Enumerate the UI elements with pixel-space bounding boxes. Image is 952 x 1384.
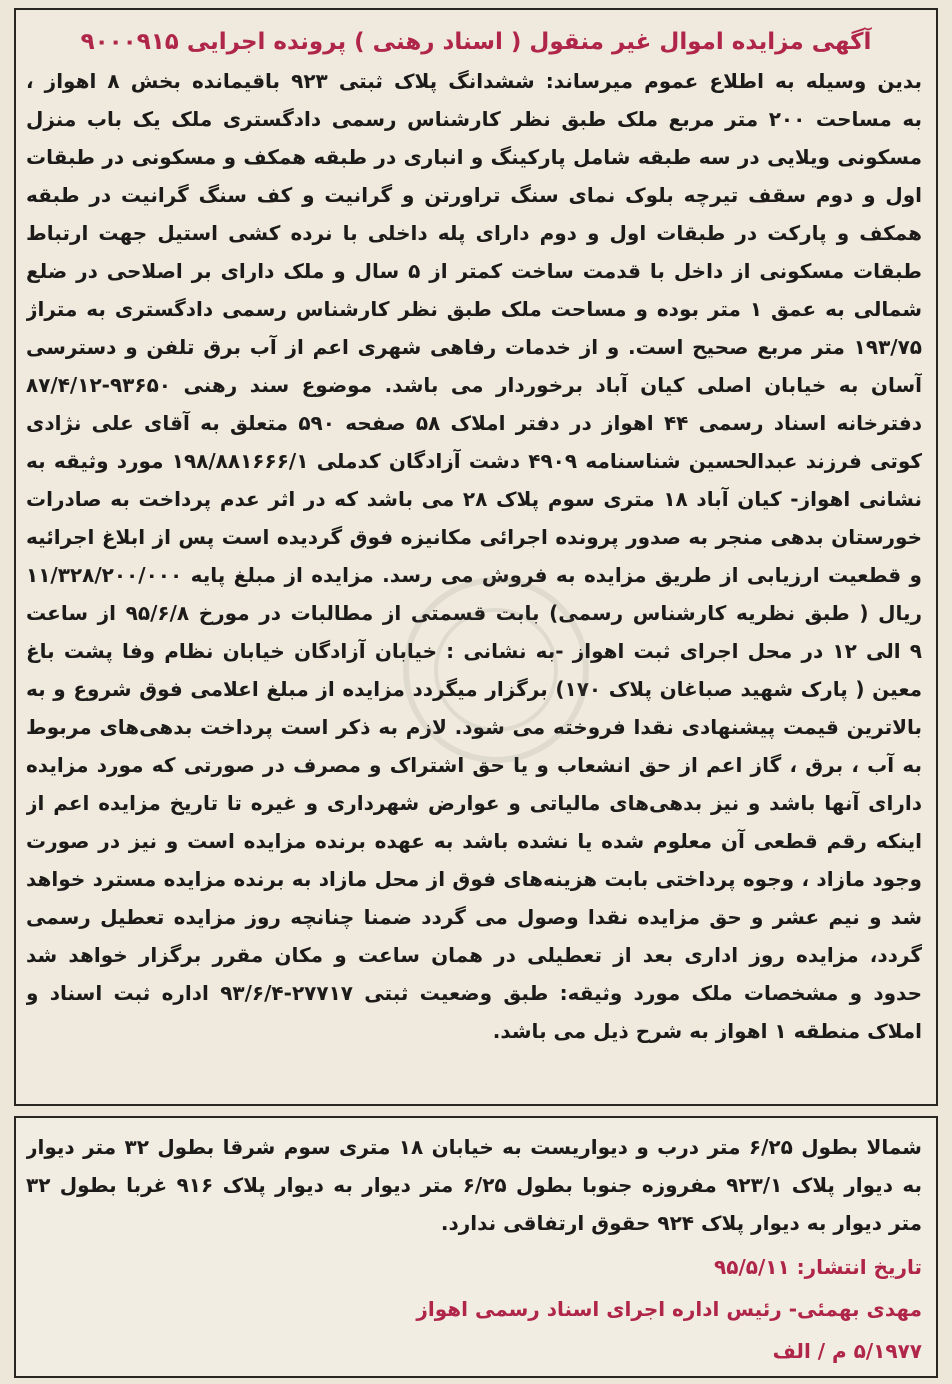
boundary-line: متر دیوار به دیوار پلاک ۹۲۴ حقوق ارتفاقی ندارد. — [440, 1211, 922, 1235]
body-line: ریال ( طبق نظریه کارشناس رسمی) بابت قسمتی از مطالبات در مورخ ۹۵/۶/۸ از ساعت — [26, 601, 922, 625]
publish-date: تاریخ انتشار: ۹۵/۵/۱۱ — [714, 1255, 922, 1279]
body-line: کوتی فرزند عبدالحسین شناسنامه ۴۹۰۹ دشت آزادگان کدملی ۱۹۸/۸۸۱۶۶۶/۱ مورد وثیقه به — [26, 449, 922, 473]
body-line: آسان به خیابان اصلی کیان آباد برخوردار می باشد. موضوع سند رهنی ۹۳۶۵۰-۸۷/۴/۱۲ — [26, 373, 922, 397]
body-line: اینکه رقم قطعی آن معلوم شده یا نشده باشد به عهده برنده مزایده است و نیز در صورت — [26, 829, 922, 853]
body-line: وجود مازاد ، وجوه پرداختی بابت هزینه‌های فوق از محل مازاد به برنده مزایده مسترد خواهد — [26, 867, 922, 891]
watermark-seal-icon — [396, 570, 596, 770]
body-line: شمالی به عمق ۱ متر بوده و مساحت ملک طبق نظر کارشناس رسمی دادگستری به متراژ — [26, 297, 922, 321]
body-line: ۱۹۳/۷۵ متر مربع صحیح است. و از خدمات رفاهی شهری اعم از آب برق تلفن و دسترسی — [26, 335, 922, 359]
body-line: نشانی اهواز- کیان آباد ۱۸ متری سوم پلاک ۲۸ می باشد که در اثر عدم پرداخت به صادرات — [26, 487, 922, 511]
notice-main-box — [14, 8, 938, 1106]
boundary-line: به دیوار پلاک ۹۲۳/۱ مفروزه جنوبا بطول ۶/۲۵ متر دیوار به دیوار پلاک ۹۱۶ غربا بطول ۳۲ — [26, 1173, 922, 1197]
notice-title: آگهی مزایده اموال غیر منقول ( اسناد رهنی ) پرونده اجرایی ۹۰۰۰۹۱۵ — [80, 29, 872, 55]
boundaries-box — [14, 1116, 938, 1378]
body-line: همکف و پارکت در طبقات اول و دوم دارای پله داخلی با نرده کشی استیل جهت ارتباط — [26, 221, 922, 245]
body-line: مسکونی ویلایی در سه طبقه شامل پارکینگ و انباری در طبقه همکف و مسکونی در طبقات — [26, 145, 922, 169]
body-line: به آب ، برق ، گاز اعم از حق انشعاب و یا حق اشتراک و مصرف در صورتی که مورد مزایده — [26, 753, 922, 777]
reference-code: ۵/۱۹۷۷ م / الف — [772, 1339, 922, 1363]
body-line: ۹ الی ۱۲ در محل اجرای ثبت اهواز -به نشانی : خیابان آزادگان خیابان نظام وفا پشت باغ — [26, 639, 922, 663]
body-line: گردد، مزایده روز اداری بعد از تعطیلی در همان ساعت و مکان مقرر برگزار خواهد شد — [26, 943, 922, 967]
body-line: اول و دوم سقف تیرچه بلوک نمای سنگ تراورتن و گرانیت و کف سنگ گرانیت در طبقه — [26, 183, 922, 207]
body-line: دفترخانه اسناد رسمی ۴۴ اهواز در دفتر املاک ۵۸ صفحه ۵۹۰ متعلق به آقای علی نژادی — [26, 411, 922, 435]
body-line: طبقات مسکونی از داخل با قدمت ساخت کمتر از ۵ سال و ملک دارای بر اصلاحی در ضلع — [26, 259, 922, 283]
body-line: حدود و مشخصات ملک مورد وثیقه: طبق وضعیت ثبتی ۲۷۷۱۷-۹۳/۶/۴ اداره ثبت اسناد و — [26, 981, 922, 1005]
signatory: مهدی بهمئی- رئیس اداره اجرای اسناد رسمی اهواز — [416, 1297, 922, 1321]
body-line: به مساحت ۲۰۰ متر مربع ملک طبق نظر کارشناس رسمی دادگستری ملک یک باب منزل — [26, 107, 922, 131]
body-line: شد و نیم عشر و حق مزایده نقدا وصول می گردد ضمنا چنانچه روز مزایده تعطیل رسمی — [26, 905, 922, 929]
boundary-line: شمالا بطول ۶/۲۵ متر درب و دیواریست به خیابان ۱۸ متری سوم شرقا بطول ۳۲ متر دیوار — [26, 1135, 922, 1159]
body-line: خورستان بدهی منجر به صدور پرونده اجرائی مکانیزه فوق گردیده است پس از ابلاغ اجرائیه — [26, 525, 922, 549]
body-line: و قطعیت ارزیابی از طریق مزایده به فروش می رسد. مزایده از مبلغ پایه ۱۱/۳۲۸/۲۰۰/۰۰۰ — [26, 563, 922, 587]
body-line: املاک منطقه ۱ اهواز به شرح ذیل می باشد. — [492, 1019, 922, 1043]
body-line: بالاترین قیمت پیشنهادی نقدا فروخته می شود. لازم به ذکر است پرداخت بدهی‌های مربوط — [26, 715, 922, 739]
body-line: دارای آنها باشد و نیز بدهی‌های مالیاتی و عوارض شهرداری و غیره تا تاریخ مزایده اعم از — [26, 791, 922, 815]
body-line: بدین وسیله به اطلاع عموم میرساند: ششدانگ پلاک ثبتی ۹۲۳ باقیمانده بخش ۸ اهواز ، — [26, 69, 922, 93]
body-line: معین ( پارک شهید صباغان پلاک ۱۷۰) برگزار میگردد مزایده از مبلغ اعلامی فوق شروع و به — [26, 677, 922, 701]
